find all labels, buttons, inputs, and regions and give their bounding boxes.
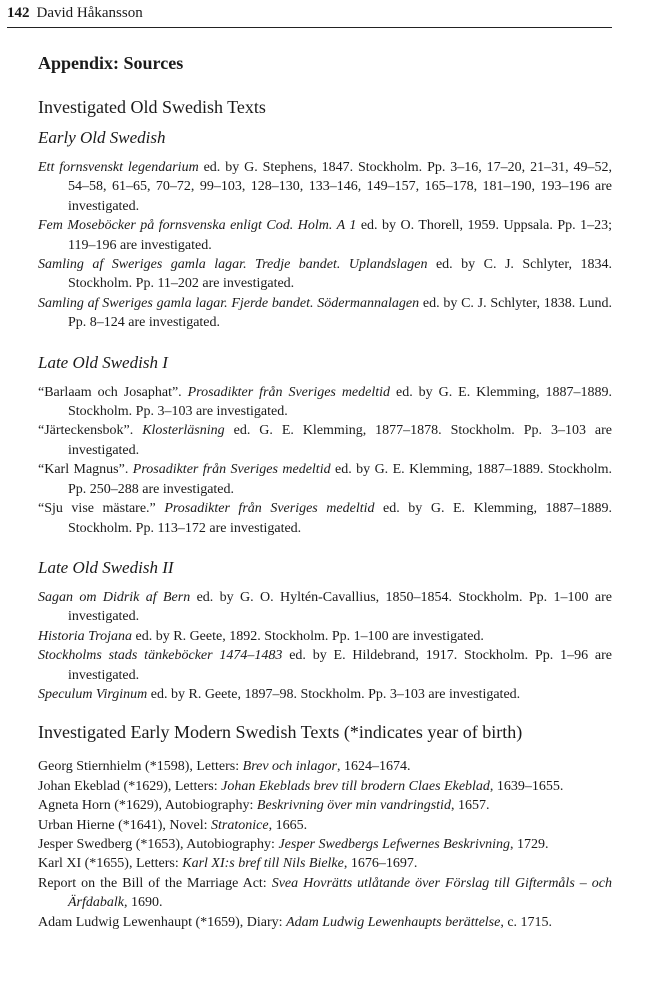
header-rule (7, 27, 612, 28)
bibliography-entry: Samling af Sweriges gamla lagar. Tredje bandet. Uplandslagen ed. by C. J. Schlyter, 1834. Stockholm. Pp. 11–202 are investigated. (38, 257, 612, 292)
work-title: Stockholms stads tänkeböcker 1474–1483 (38, 648, 283, 664)
bibliography-entry: Urban Hierne (*1641), Novel: Stratonice, 1665. (38, 817, 308, 833)
bibliography-entry: Report on the Bill of the Marriage Act: Svea Hovrätts utlåtande över Förslag till Giftermåls – och Ärfdabalk, 1690. (38, 875, 612, 911)
work-title: Samling af Sweriges gamla lagar. Fjerde bandet. Södermannalagen (38, 295, 420, 311)
work-title: Prosadikter från Sveriges medeltid (132, 462, 331, 478)
bibliography-entry: Fem Moseböcker på fornsvenska enligt Cod. Holm. A 1 ed. by O. Thorell, 1959. Uppsala. Pp. 1–23; 119–196 are investigated. (38, 218, 612, 253)
work-title: Sagan om Didrik af Bern (38, 589, 191, 605)
work-title: Klosterläsning (142, 423, 225, 439)
late-old-swedish-2-list (38, 588, 612, 704)
bibliography-entry: Karl XI (*1655), Letters: Karl XI:s bref till Nils Bielke, 1676–1697. (38, 856, 418, 872)
work-title: Historia Trojana (38, 628, 133, 644)
work-title: Adam Ludwig Lewenhaupts berättelse (286, 914, 501, 930)
running-head-author: David Håkansson (36, 5, 143, 21)
work-title: Jesper Swedbergs Lefwernes Beskrivning (278, 836, 511, 852)
work-title: Svea Hovrätts utlåtande över Förslag till Giftermåls – och Ärfdabalk (68, 875, 612, 911)
late-old-swedish-1-list (38, 383, 612, 538)
bibliography-entry: Sagan om Didrik af Bern ed. by G. O. Hyltén-Cavallius, 1850–1854. Stockholm. Pp. 1–100 are investigated. (38, 589, 613, 625)
work-title: Prosadikter från Sveriges medeltid (164, 501, 375, 517)
work-title: Fem Moseböcker på fornsvenska enligt Cod. Holm. A 1 (38, 218, 357, 234)
section-title-old-swedish: Investigated Old Swedish Texts (38, 97, 266, 117)
bibliography-entry: “Järteckensbok”. Klosterläsning ed. G. E. Klemming, 1877–1878. Stockholm. Pp. 3–103 are investigated. (38, 423, 612, 458)
bibliography-entry: Johan Ekeblad (*1629), Letters: Johan Ekeblads brev till brodern Claes Ekeblad, 1639–1655. (38, 778, 564, 794)
bibliography-entry: Speculum Virginum ed. by R. Geete, 1897–98. Stockholm. Pp. 3–103 are investigated. (38, 686, 521, 702)
work-title: Speculum Virginum (38, 686, 148, 702)
work-title: Prosadikter från Sveriges medeltid (187, 384, 391, 400)
appendix-title: Appendix: Sources (38, 53, 184, 73)
bibliography-entry: Adam Ludwig Lewenhaupt (*1659), Diary: Adam Ludwig Lewenhaupts berättelse, c. 1715. (38, 914, 553, 930)
work-title: Johan Ekeblads brev till brodern Claes Ekeblad (221, 778, 490, 794)
page-number: 142 (7, 5, 30, 21)
early-modern-swedish-list (38, 757, 612, 932)
subsection-title-late-old-swedish-1: Late Old Swedish I (38, 352, 168, 372)
work-title: Samling af Sweriges gamla lagar. Tredje bandet. Uplandslagen (38, 257, 428, 273)
bibliography-entry: Samling af Sweriges gamla lagar. Fjerde bandet. Södermannalagen ed. by C. J. Schlyter, 1838. Lund. Pp. 8–124 are investigated. (38, 295, 612, 331)
work-title: Karl XI:s bref till Nils Bielke (182, 856, 344, 872)
bibliography-entry: Historia Trojana ed. by R. Geete, 1892. Stockholm. Pp. 1–100 are investigated. (38, 628, 484, 644)
bibliography-entry: Georg Stiernhielm (*1598), Letters: Brev och inlagor, 1624–1674. (38, 759, 411, 775)
bibliography-entry: “Sju vise mästare.” Prosadikter från Sveriges medeltid ed. by G. E. Klemming, 1887–1889. Stockholm. Pp. 113–172 are investigated. (38, 501, 613, 536)
bibliography-entry: “Barlaam och Josaphat”. Prosadikter från Sveriges medeltid ed. by G. E. Klemming, 1887–1889. Stockholm. Pp. 3–103 are investigated. (38, 384, 612, 420)
work-title: Beskrivning över min vandringstid (256, 798, 451, 814)
running-head (7, 3, 612, 23)
subsection-title-late-old-swedish-2: Late Old Swedish II (38, 557, 174, 577)
work-title: Brev och inlagor (242, 759, 337, 775)
bibliography-entry: Jesper Swedberg (*1653), Autobiography: Jesper Swedbergs Lefwernes Beskrivning, 1729. (38, 836, 549, 852)
section-title-early-modern-swedish: Investigated Early Modern Swedish Texts (*indicates year of birth) (38, 722, 523, 743)
early-old-swedish-list (38, 158, 612, 333)
bibliography-entry: Ett fornsvenskt legendarium ed. by G. Stephens, 1847. Stockholm. Pp. 3–16, 17–20, 21–31, 49–52, 54–58, 61–65, 70–72, 99–103, 128–130, 133–146, 149–157, 165–178, 181–190, 193–196 are investigated. (38, 160, 612, 214)
work-title: Ett fornsvenskt legendarium (38, 160, 199, 175)
bibliography-entry: “Karl Magnus”. Prosadikter från Sveriges medeltid ed. by G. E. Klemming, 1887–1889. Stockholm. Pp. 250–288 are investigated. (38, 462, 612, 497)
bibliography-entry: Stockholms stads tänkeböcker 1474–1483 ed. by E. Hildebrand, 1917. Stockholm. Pp. 1–96 are investigated. (38, 648, 612, 683)
bibliography-entry: Agneta Horn (*1629), Autobiography: Beskrivning över min vandringstid, 1657. (38, 798, 490, 814)
subsection-title-early-old-swedish: Early Old Swedish (38, 128, 166, 147)
page-body (38, 50, 612, 932)
work-title: Stratonice (211, 817, 269, 833)
